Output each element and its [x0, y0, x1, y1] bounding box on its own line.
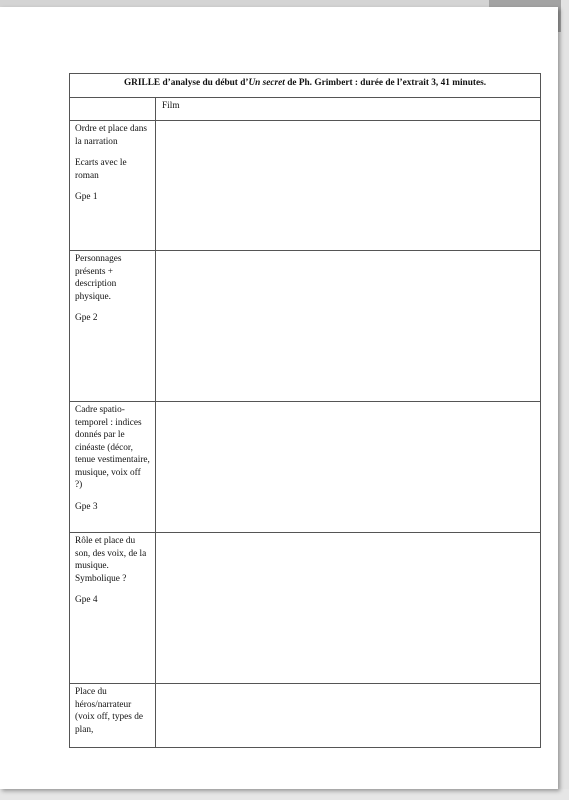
grid-title-suffix: de Ph. Grimbert : durée de l’extrait 3, 41 minutes.: [284, 78, 487, 88]
table-row: [70, 121, 541, 251]
row-label-place-heros: [70, 684, 156, 748]
film-answer-cell[interactable]: [156, 533, 541, 684]
row-label-line: Ordre et place dans la narration: [75, 124, 148, 147]
row-label-group: Gpe 4: [75, 595, 98, 605]
row-label-personnages: [70, 251, 156, 402]
film-answer-cell[interactable]: [156, 402, 541, 533]
row-label-group: Gpe 2: [75, 313, 98, 323]
grid-title-prefix: GRILLE d’analyse du début d’: [123, 78, 249, 88]
row-label-line: Ecarts avec le roman: [75, 158, 127, 181]
header-empty-cell: [70, 98, 156, 121]
grid-title-italic: Un secret: [248, 78, 285, 88]
row-label-ordre-narration: [70, 121, 156, 251]
film-answer-cell[interactable]: [156, 121, 541, 251]
viewer-scrollbar-track[interactable]: [558, 0, 569, 800]
viewer-bottom-edge: [0, 789, 569, 800]
row-label-line: Rôle et place du son, des voix, de la musique. Symbolique ?: [75, 536, 147, 584]
film-answer-cell[interactable]: [156, 251, 541, 402]
row-label-role-son: [70, 533, 156, 684]
row-label-line: Place du héros/narrateur (voix off, types de plan,: [75, 687, 143, 735]
row-label-cadre-spatio-temporel: [70, 402, 156, 533]
grid-title: [70, 74, 541, 98]
row-label-line: Personnages présents + description physique.: [75, 254, 122, 302]
row-label-group: Gpe 1: [75, 192, 98, 202]
table-row: [70, 402, 541, 533]
film-column-header: Film: [156, 98, 541, 121]
film-answer-cell[interactable]: [156, 684, 541, 748]
table-row: [70, 533, 541, 684]
table-row: [70, 251, 541, 402]
row-label-line: Cadre spatio-temporel : indices donnés par le cinéaste (décor, tenue vestimentaire, musique, voix off ?): [75, 405, 150, 490]
row-label-group: Gpe 3: [75, 501, 98, 512]
table-row: [70, 684, 541, 748]
analysis-grid-table: [69, 73, 541, 748]
